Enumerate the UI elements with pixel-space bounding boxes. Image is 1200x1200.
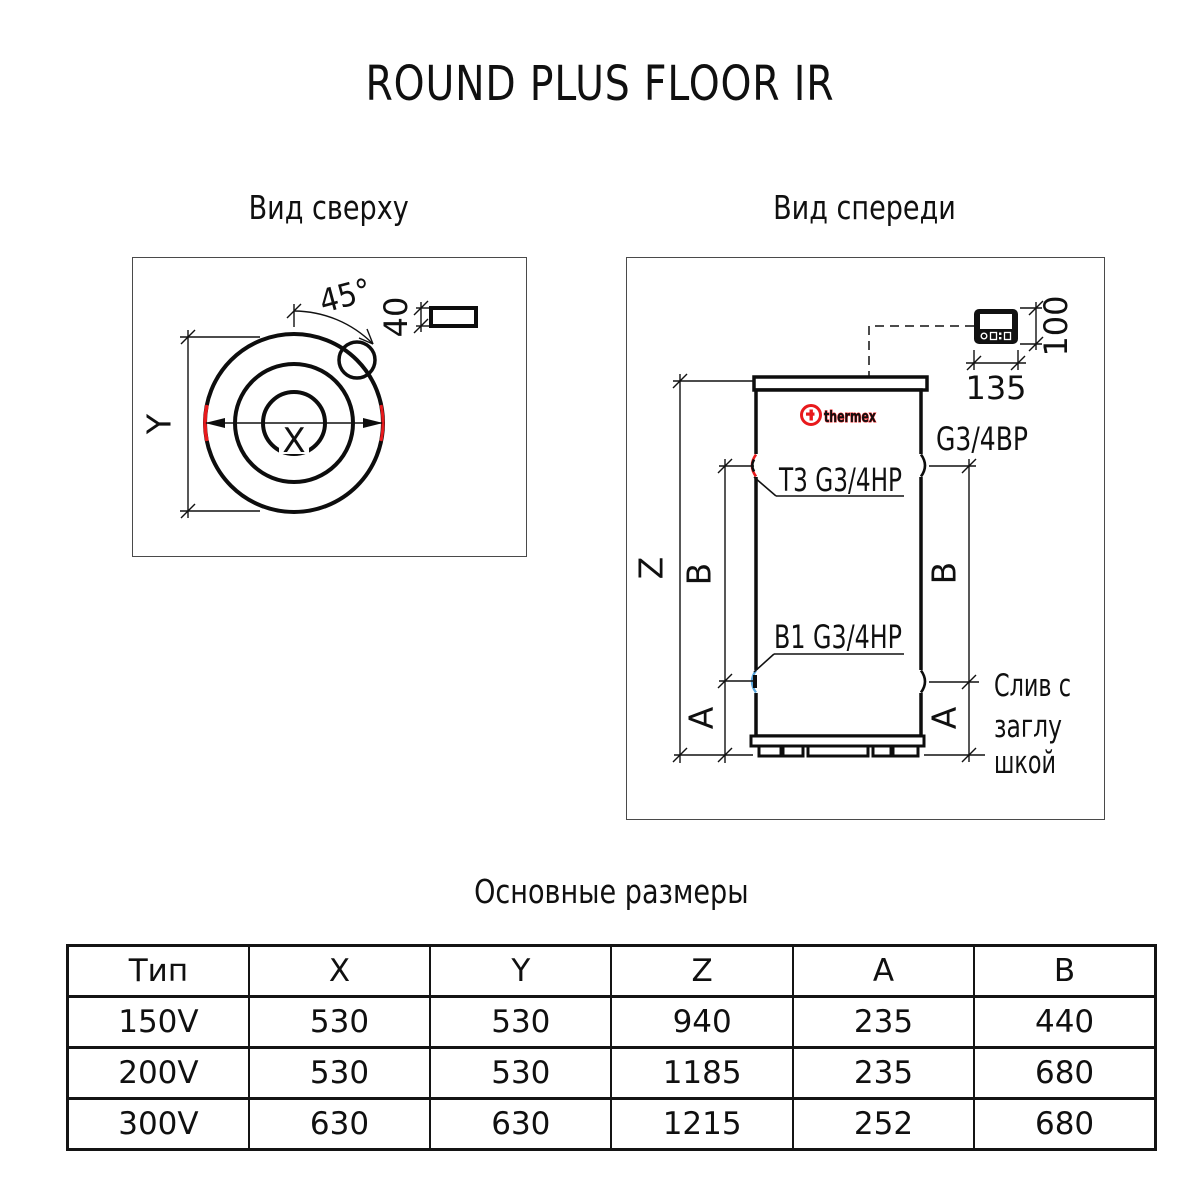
front-view-title: Вид спереди (773, 188, 956, 227)
right-b-dim-label: B (924, 561, 964, 585)
panel-width-dimension (966, 350, 1026, 370)
table-row: 150V 530 530 940 235 440 (68, 997, 1156, 1048)
tank-body (756, 390, 921, 736)
col-header-a: A (793, 946, 974, 997)
angle-dim-label: 45° (315, 269, 380, 321)
svg-text:шкой: шкой (994, 745, 1056, 781)
tank-feet (759, 746, 918, 756)
table-row: 300V 630 630 1215 252 680 (68, 1099, 1156, 1150)
left-a-dim-label: A (681, 706, 721, 730)
col-header-y: Y (430, 946, 611, 997)
x-arrow-left (205, 418, 225, 428)
page-title (0, 56, 1200, 112)
col-header-b: B (974, 946, 1155, 997)
flange-dimension (414, 301, 429, 333)
z-dim-label: Z (631, 556, 671, 580)
top-view-title: Вид сверху (248, 188, 409, 227)
drain-label (994, 668, 1071, 781)
panel-height-label: 100 (1037, 295, 1075, 357)
control-panel-screen (980, 314, 1012, 329)
panel-width-label: 135 (965, 369, 1027, 407)
outlet-label: G3/4BP (936, 420, 1028, 458)
control-panel (974, 309, 1018, 344)
top-view-panel (132, 257, 527, 557)
flange-side-rect (431, 308, 476, 326)
col-header-x: X (249, 946, 430, 997)
control-panel-link (869, 326, 974, 377)
svg-text:Слив с: Слив с (994, 668, 1071, 704)
x-arrow-right (363, 418, 383, 428)
outlet-connection-notch (917, 454, 926, 477)
col-header-z: Z (611, 946, 792, 997)
page-title-text: ROUND PLUS FLOOR IR (365, 56, 835, 112)
drain-connection-notch (917, 670, 926, 693)
thermex-logo-text: thermex (824, 407, 877, 426)
flange-dim-label: 40 (377, 296, 415, 338)
y-dim-label: Y (139, 413, 179, 435)
dimensions-table (66, 944, 1157, 1151)
svg-text:заглу: заглу (994, 709, 1062, 745)
col-header-type: Тип (68, 946, 249, 997)
table-header-row (68, 946, 1156, 997)
tank-top-cap (754, 377, 927, 390)
front-view-panel (626, 257, 1105, 820)
thermex-logo (802, 406, 877, 427)
x-dim-label: X (282, 421, 306, 461)
t3-label: T3 G3/4HP (778, 461, 902, 499)
table-title: Основные размеры (474, 872, 749, 911)
top-view-drawing (133, 258, 526, 556)
front-view-drawing (627, 258, 1104, 819)
right-a-dim-label: A (924, 706, 964, 730)
left-b-dim-label: B (679, 562, 719, 586)
b1-label: B1 G3/4HP (774, 618, 902, 656)
table-row: 200V 530 530 1185 235 680 (68, 1048, 1156, 1099)
